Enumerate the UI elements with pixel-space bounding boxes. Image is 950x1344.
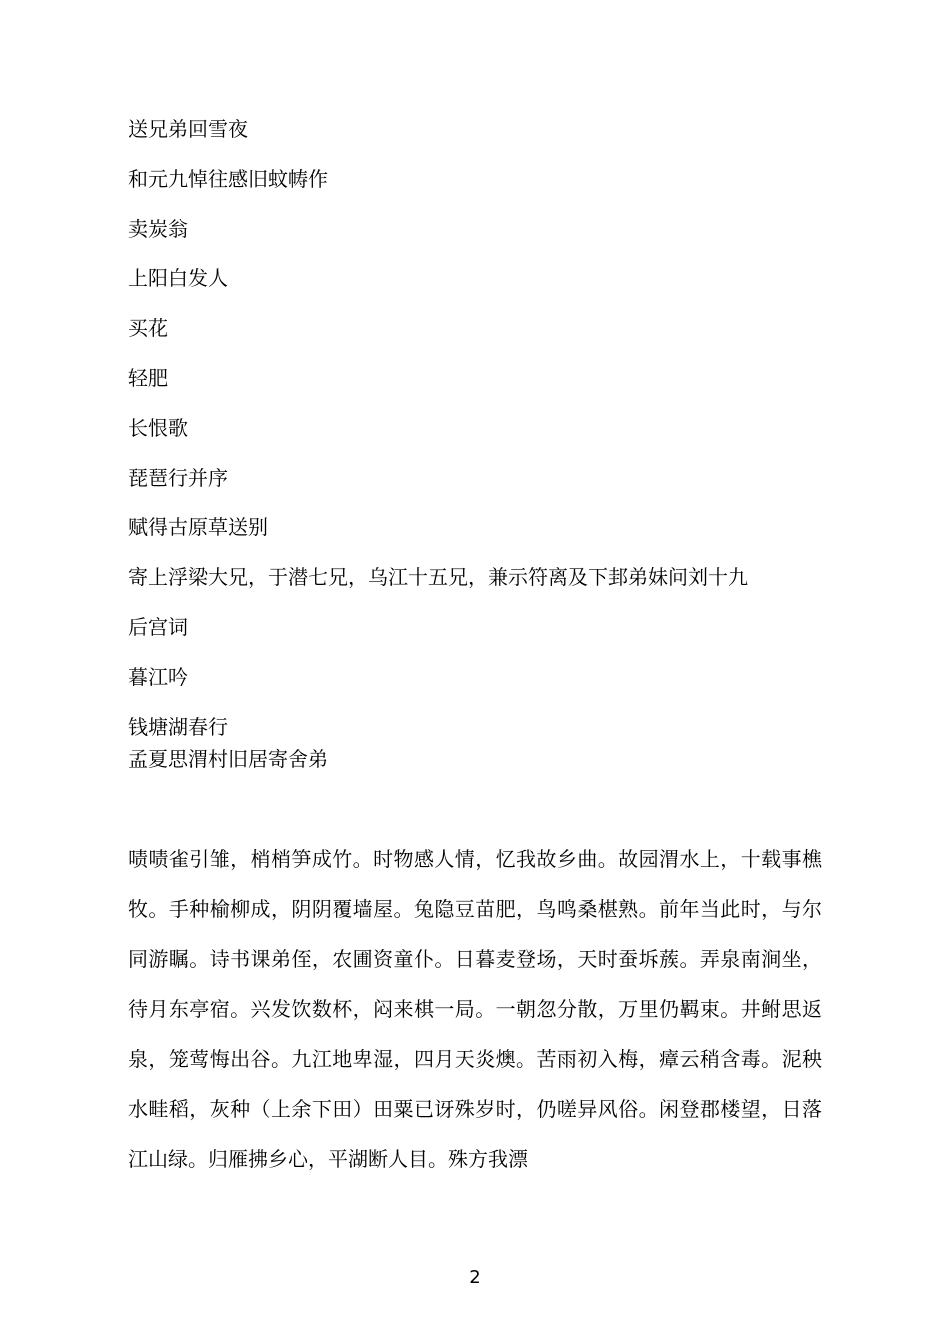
toc-item: 送兄弟回雪夜 xyxy=(128,117,248,141)
toc-item: 上阳白发人 xyxy=(128,266,228,291)
toc-item: 轻肥 xyxy=(128,365,168,390)
toc-item: 孟夏思渭村旧居寄舍弟 xyxy=(128,746,328,771)
toc-item: 暮江吟 xyxy=(128,664,188,689)
toc-item: 和元九悼往感旧蚊帱作 xyxy=(128,166,328,191)
page-number: 2 xyxy=(469,1267,481,1288)
poem-title-list xyxy=(128,114,848,793)
toc-item: 赋得古原草送别 xyxy=(128,515,268,540)
toc-item: 长恨歌 xyxy=(128,415,188,440)
poem-body-text: 啧啧雀引雏，梢梢笋成竹。时物感人情，忆我故乡曲。故园渭水上，十载事樵牧。手种榆柳成，阴阴覆墙屋。兔隐豆苗肥，鸟鸣桑椹熟。前年当此时，与尔同游瞩。诗书课弟侄，农圃资童仆。日暮麦登场，天时蚕坼蔟。弄泉南涧坐，待月东亭宿。兴发饮数杯，闷来棋一局。一朝忽分散，万里仍羁束。井鲋思返泉，笼莺悔出谷。九江地卑湿，四月天炎燠。苦雨初入梅，瘴云稍含毒。泥秧水畦稻，灰种（上余下田）田粟已讶殊岁时，仍嗟异风俗。闲登郡楼望，日落江山绿。归雁拂乡心，平湖断人目。殊方我漂 xyxy=(128,847,822,1171)
toc-item: 卖炭翁 xyxy=(128,216,188,241)
toc-item: 钱塘湖春行 xyxy=(128,714,228,739)
toc-item: 琵琶行并序 xyxy=(128,465,228,490)
toc-item: 买花 xyxy=(128,316,168,341)
toc-item: 后宫词 xyxy=(128,614,188,639)
toc-item: 寄上浮梁大兄，于潜七兄，乌江十五兄，兼示符离及下邽弟妹问刘十九 xyxy=(128,565,748,590)
